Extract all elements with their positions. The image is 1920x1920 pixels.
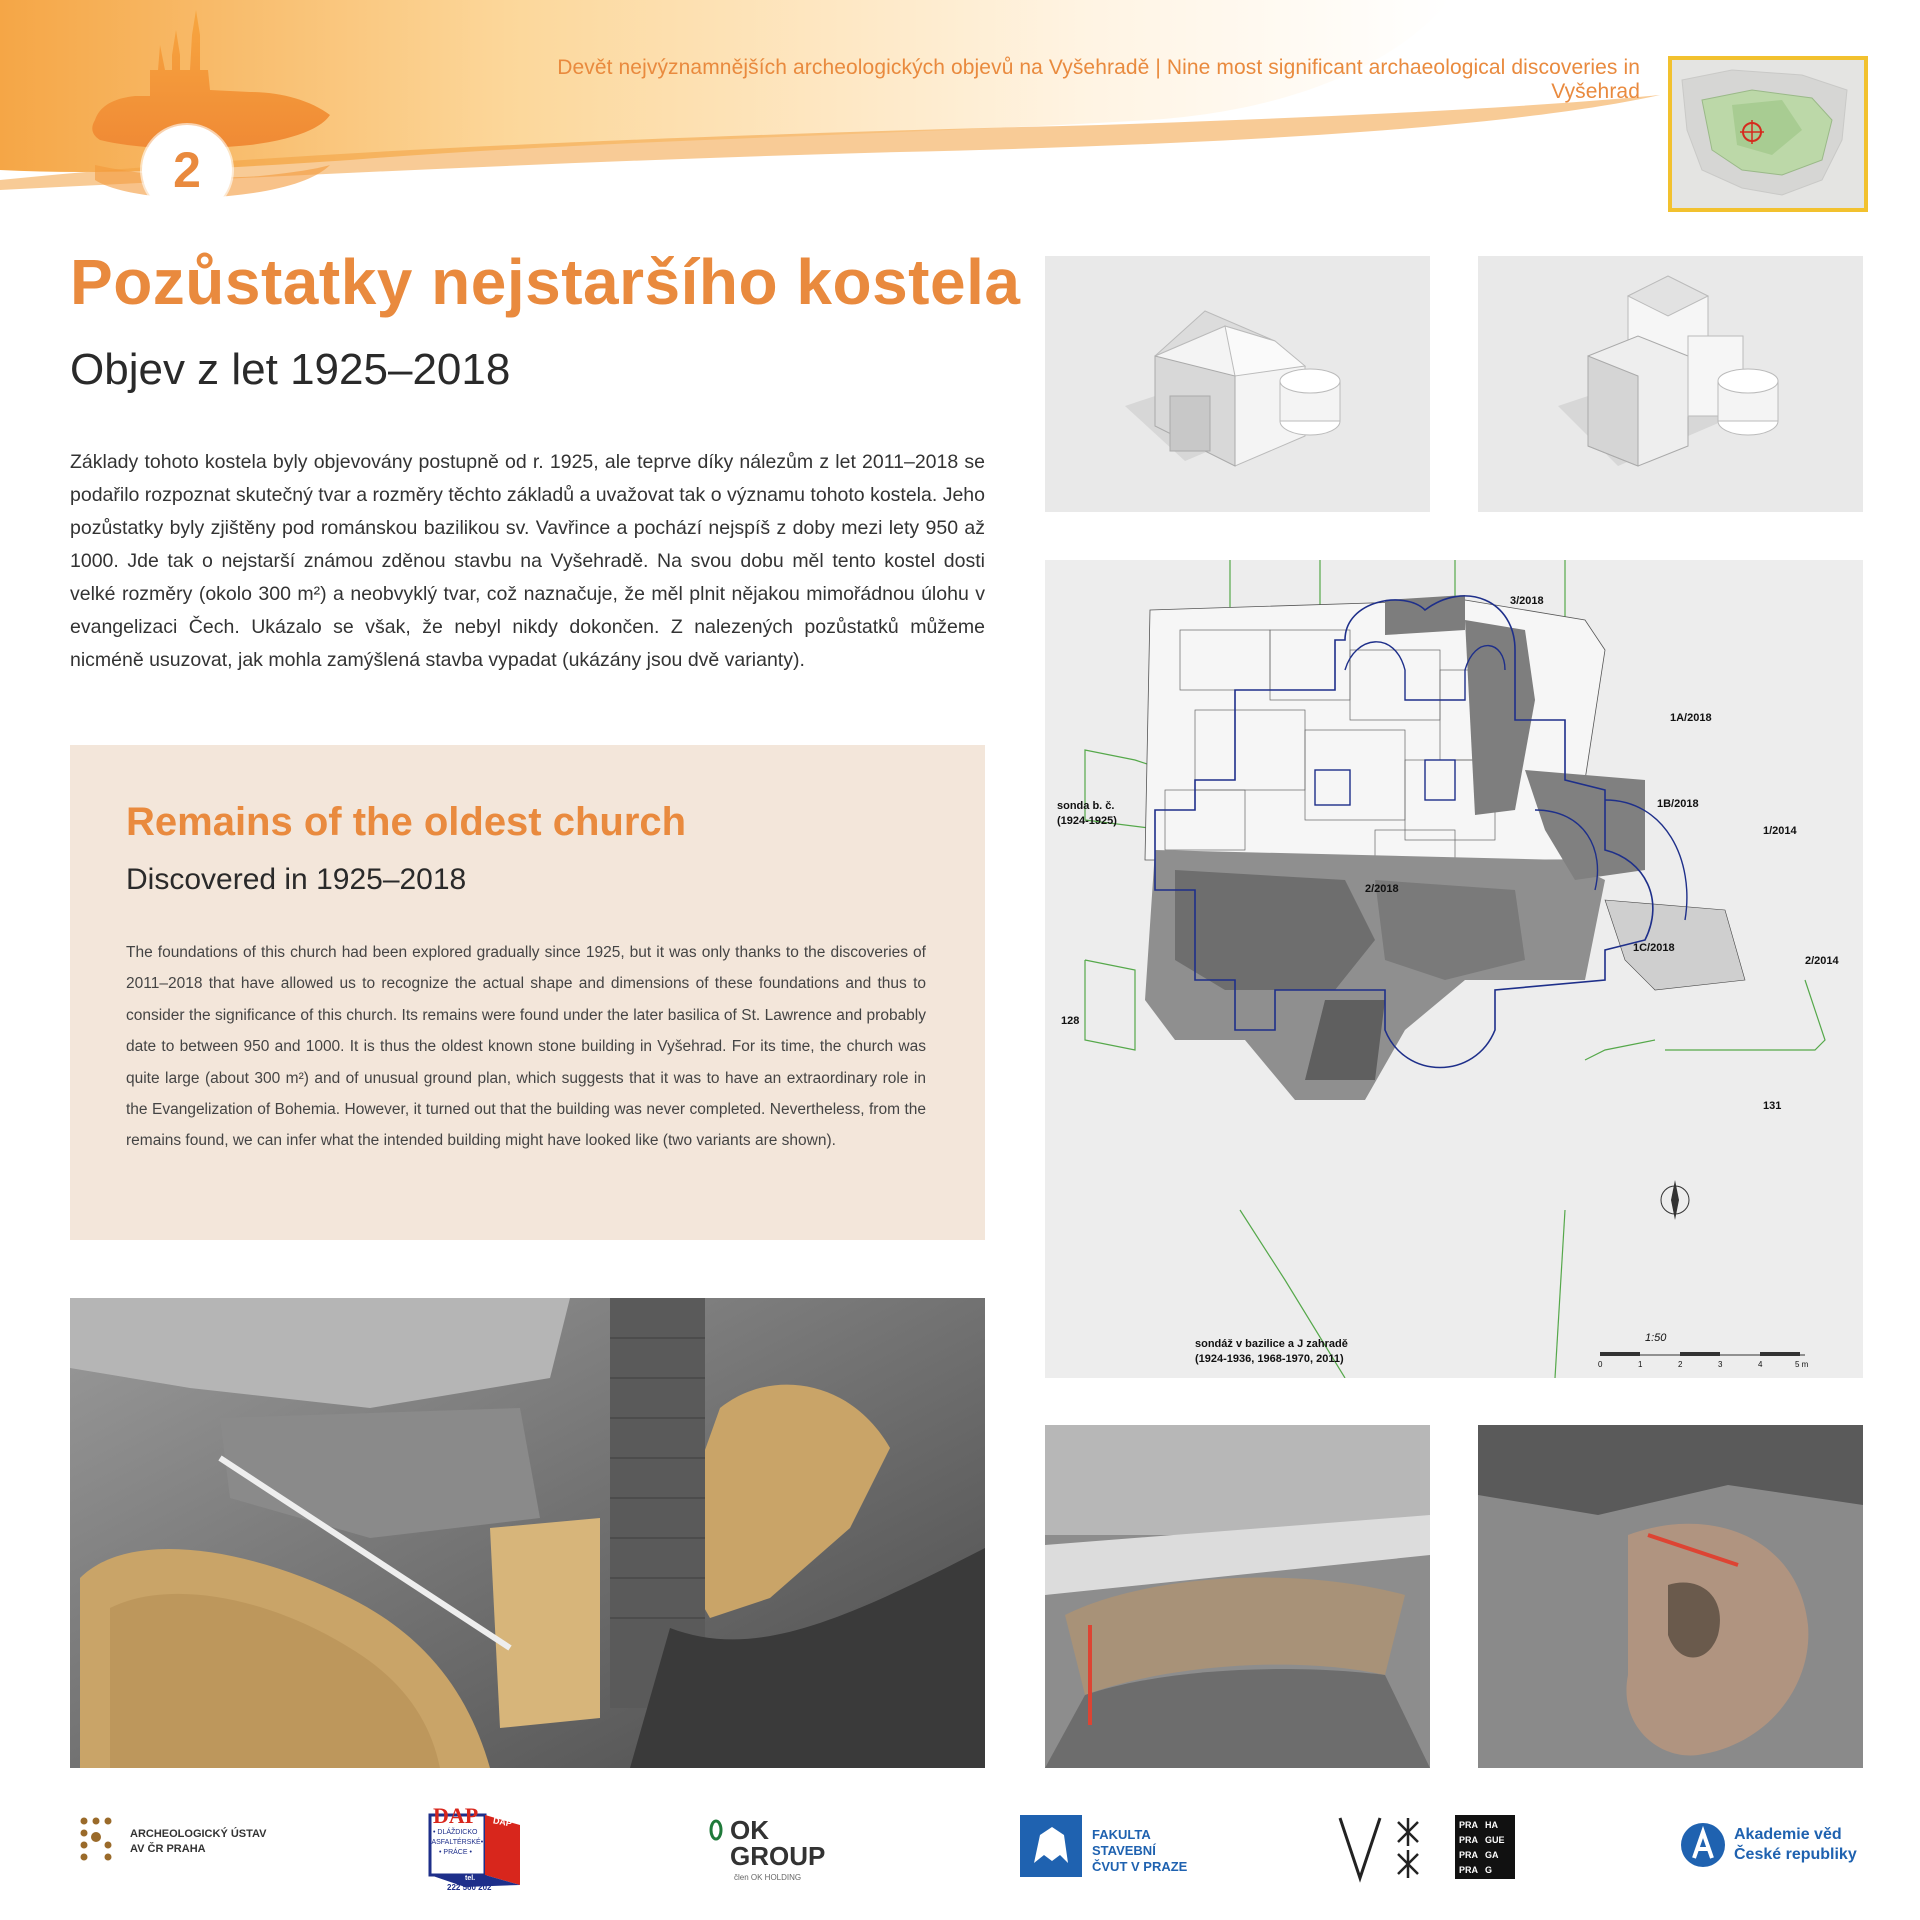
av-line-2: České republiky (1734, 1846, 1857, 1863)
arup-logo-icon (78, 1815, 124, 1861)
scale-tick-1: 1 (1638, 1360, 1643, 1369)
page-title: Pozůstatky nejstaršího kostela (70, 246, 1021, 318)
ok-holding: člen OK HOLDING (734, 1873, 802, 1882)
praha-cell: G (1485, 1865, 1493, 1875)
praha-cell: HA (1485, 1820, 1498, 1830)
dap-tel-number: 222 560 202 (447, 1883, 492, 1892)
english-subtitle: Discovered in 1925–2018 (126, 863, 467, 896)
praha-cell: PRA (1459, 1820, 1479, 1830)
ok-leaf-icon (708, 1819, 724, 1841)
dap-tel-label: tel. (465, 1875, 476, 1882)
praha-cell: GUE (1485, 1835, 1505, 1845)
series-title: Devět nejvýznamnějších archeologických objevů na Vyšehradě | Nine most significant archaeological discoveries in Vyšehrad (557, 56, 1640, 103)
vysehrad-v-icon (1338, 1812, 1428, 1884)
label-2-2018: 2/2018 (1365, 883, 1399, 895)
ok-title: OK (730, 1815, 769, 1845)
dap-title: DAP (433, 1803, 479, 1828)
scale-tick-0: 0 (1598, 1360, 1603, 1369)
cvut-lion-icon (1020, 1815, 1082, 1877)
logo-akademie-ved (1680, 1822, 1880, 1872)
label-sonda-years: (1924-1925) (1057, 815, 1117, 827)
label-128: 128 (1061, 1015, 1080, 1027)
label-1c-2018: 1C/2018 (1633, 942, 1675, 954)
label-131: 131 (1763, 1100, 1782, 1112)
english-title: Remains of the oldest church (126, 800, 687, 844)
scale-ratio: 1:50 (1645, 1332, 1667, 1344)
logo-vysehrad (1338, 1812, 1428, 1884)
english-text-box (70, 745, 985, 1240)
scale-tick-3: 3 (1718, 1360, 1723, 1369)
praha-cell: GA (1485, 1850, 1499, 1860)
section-number-badge: 2 (142, 125, 232, 215)
logo-ok-group (708, 1815, 838, 1882)
location-minimap (1668, 56, 1868, 212)
label-1-2014: 1/2014 (1763, 825, 1797, 837)
label-2-2014: 2/2014 (1805, 955, 1839, 967)
av-line-1: Akademie věd (1734, 1826, 1842, 1843)
cvut-line-1: FAKULTA (1092, 1827, 1151, 1842)
dap-subtitle-2: •ASFALTÉRSKÉ• (429, 1839, 484, 1846)
dap-side-title: DAP (492, 1815, 513, 1829)
av-logo-icon (1680, 1822, 1726, 1868)
english-body-text: The foundations of this church had been explored gradually since 1925, but it was only thanks to the discoveries of 2011–2018 that have allowed us to recognize the actual shape and dimensions of these foundations and thus to consider the significance of this church. Its remains were found under the later basilica of St. Lawrence and probably date to between 950 and 1000. It is thus the oldest known stone building in Vyšehrad. For its time, the church was quite large (about 300 m²) and of unusual ground plan, which suggests that it was to have an extraordinary role in the Evangelization of Bohemia. However, it turned out that the building was never completed. Nevertheless, from the remains found, we can infer what the intended building might have looked like (two variants are shown). (126, 944, 926, 1150)
excavation-photo-main (70, 1298, 985, 1768)
label-sonda: sonda b. č. (1057, 800, 1115, 812)
excavation-photo-wall (1045, 1425, 1430, 1768)
scale-tick-5: 5 m (1795, 1360, 1809, 1369)
logo-cvut (1020, 1815, 1220, 1881)
church-render-variant-1 (1045, 256, 1430, 512)
logo-praha (1455, 1815, 1515, 1879)
label-1a-2018: 1A/2018 (1670, 712, 1712, 724)
scale-tick-4: 4 (1758, 1360, 1763, 1369)
label-sondaz: sondáž v bazilice a J zahradě (1195, 1338, 1348, 1350)
label-1b-2018: 1B/2018 (1657, 798, 1699, 810)
excavation-plan (1045, 560, 1863, 1378)
plan-drawing (1045, 560, 1863, 1378)
page-subtitle: Objev z let 1925–2018 (70, 345, 511, 394)
praha-cell: PRA (1459, 1850, 1479, 1860)
cvut-line-3: ČVUT V PRAZE (1092, 1859, 1188, 1874)
praha-col-1 (1459, 1818, 1478, 1878)
label-sondaz-years: (1924-1936, 1968-1970, 2011) (1195, 1353, 1344, 1365)
czech-body-text: Základy tohoto kostela byly objevovány postupně od r. 1925, ale teprve díky nálezům z let 2011–2018 se podařilo rozpoznat skutečný tvar a rozměry těchto základů a uvažovat tak o významu tohoto kostela. Jeho pozůstatky byly zjištěny pod románskou bazilikou sv. Vavřince a pochází nejspíš z doby mezi lety 950 až 1000. Jde tak o nejstarší známou zděnou stavbu na Vyšehradě. Na svou dobu měl tento kostel dosti velké rozměry (okolo 300 m²) a neobvyklý tvar, což naznačuje, že měl plnit nějakou mimořádnou úlohu v evangelizaci Čech. Ukázalo se však, že nebyl nikdy dokončen. Z nalezených pozůstatků můžeme nicméně usuzovat, jak mohla zamýšlená stavba vypadat (ukázány jsou dvě varianty). (70, 451, 985, 671)
ok-group: GROUP (730, 1841, 826, 1871)
praha-cell: PRA (1459, 1835, 1479, 1845)
arup-name: ARCHEOLOGICKÝ ÚSTAV (130, 1828, 267, 1840)
excavation-photo-pit (1478, 1425, 1863, 1768)
arup-location: AV ČR PRAHA (130, 1843, 206, 1855)
label-3-2018: 3/2018 (1510, 595, 1544, 607)
praha-cell: PRA (1459, 1865, 1479, 1875)
scale-tick-2: 2 (1678, 1360, 1683, 1369)
cvut-line-2: STAVEBNÍ (1092, 1843, 1156, 1858)
logo-dap (425, 1805, 525, 1890)
dap-subtitle-1: • DLÁŽDICKO (433, 1829, 478, 1836)
church-render-variant-2 (1478, 256, 1863, 512)
dap-subtitle-3: • PRÁCE • (439, 1849, 472, 1856)
praha-col-2 (1485, 1818, 1505, 1878)
